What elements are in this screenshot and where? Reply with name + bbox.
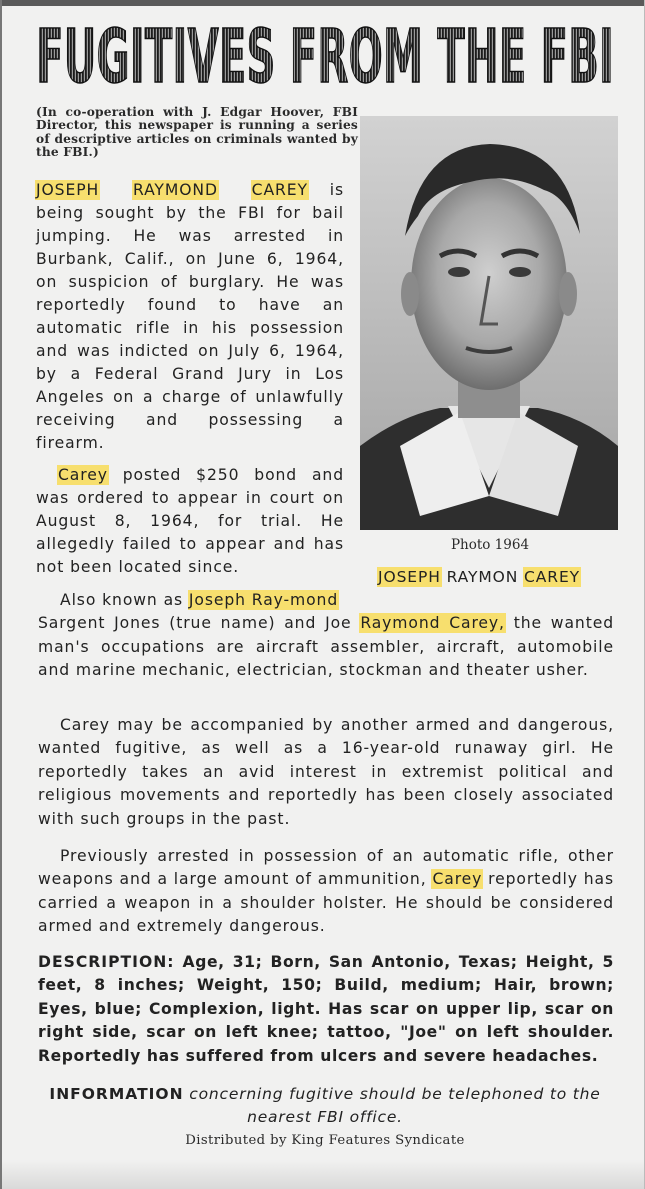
information-notice: [42, 1083, 608, 1129]
alias-highlight-2: Raymond Carey,: [360, 614, 505, 633]
portrait-image: [360, 116, 618, 530]
name-highlight-carey: Carey: [58, 466, 108, 484]
name-highlight-joseph: JOSEPH: [36, 181, 100, 199]
headline-text: FUGITIVES FROM THE FBI: [36, 14, 614, 94]
paragraph-bond-text: posted $250 bond and was ordered to appear in court on August 8, 1964, for trial. He allegedly failed to appear and has not been located since.: [36, 466, 344, 576]
paragraph-arrest-text: is being sought by the FBI for bail jumping. He was arrested in Burbank, Calif., on June 6, 1964, on suspicion of burglary. He was reportedly found to have an automatic rifle in his possession and was indicted on July 6, 1964, by a Federal Grand Jury in Los Angeles on a charge of unlawfully receiving and possessing a firearm.: [36, 181, 345, 452]
paragraph-arrest: [36, 179, 344, 455]
description-label: DESCRIPTION:: [38, 953, 175, 971]
fugitive-photo: [360, 116, 618, 530]
photo-caption: Photo 1964: [450, 537, 530, 553]
paragraph-aliases-lead: [38, 589, 346, 612]
caption-name-first: JOSEPH: [378, 568, 441, 586]
paragraph-weapons: [38, 845, 614, 939]
headline: [10, 14, 640, 94]
caption-name-last: CAREY: [524, 568, 581, 586]
paragraph-aliases-start: Also known as: [60, 591, 189, 609]
paragraph-aliases-rest: the wanted man's occupations are aircraft assembler, aircraft, automobile and marine mechanic, electrician, stockman and theater usher.: [38, 614, 615, 680]
name-highlight-carey: CAREY: [251, 181, 308, 199]
name-highlight-carey: Carey: [432, 870, 483, 889]
information-text: concerning fugitive should be telephoned to the nearest FBI office.: [183, 1085, 601, 1126]
paragraph-weapons-rest: reportedly has carried a weapon in a shoulder holster. He should be considered armed and extremely dangerous.: [38, 870, 614, 936]
alias-highlight-1: Joseph Ray-mond: [188, 591, 339, 609]
top-border: [2, 0, 644, 6]
headline-graphic: [10, 14, 640, 94]
paragraph-aliases: [38, 589, 614, 683]
information-label: INFORMATION: [49, 1085, 184, 1103]
intro-note: (In co-operation with J. Edgar Hoover, FBI Director, this newspaper is running a series of descriptive articles on criminals wanted by the FBI.): [36, 105, 358, 160]
paragraph-aliases-mid: Sargent Jones (true name) and Joe: [38, 614, 361, 633]
name-highlight-raymond: RAYMOND: [132, 181, 218, 199]
photo-name-caption: [378, 568, 618, 586]
paragraph-companions: Carey may be accompanied by another armed and dangerous, wanted fugitive, as well as a 16-year-old runaway girl. He reportedly takes an avid interest in extremist political and religious movements and reportedly has been closely associated with such groups in the past.: [38, 716, 614, 828]
paragraph-description: [38, 951, 614, 1068]
caption-name-middle: RAYMON: [446, 568, 519, 586]
distribution-credit: Distributed by King Features Syndicate: [185, 1133, 465, 1148]
paragraph-bond: [36, 464, 344, 579]
description-text: Age, 31; Born, San Antonio, Texas; Height, 5 feet, 8 inches; Weight, 150; Build, medium; Hair, brown; Eyes, blue; Complexion, light. Has scar on upper lip, scar on right side, scar on left knee; tattoo, "Joe" on left shoulder. Reportedly has suffered from ulcers and severe headaches.: [38, 953, 614, 1065]
bottom-edge: [2, 1160, 644, 1189]
paragraph-weapons-start: Previously arrested in possession of an automatic rifle, other weapons and a large amount of ammunition,: [38, 847, 614, 889]
